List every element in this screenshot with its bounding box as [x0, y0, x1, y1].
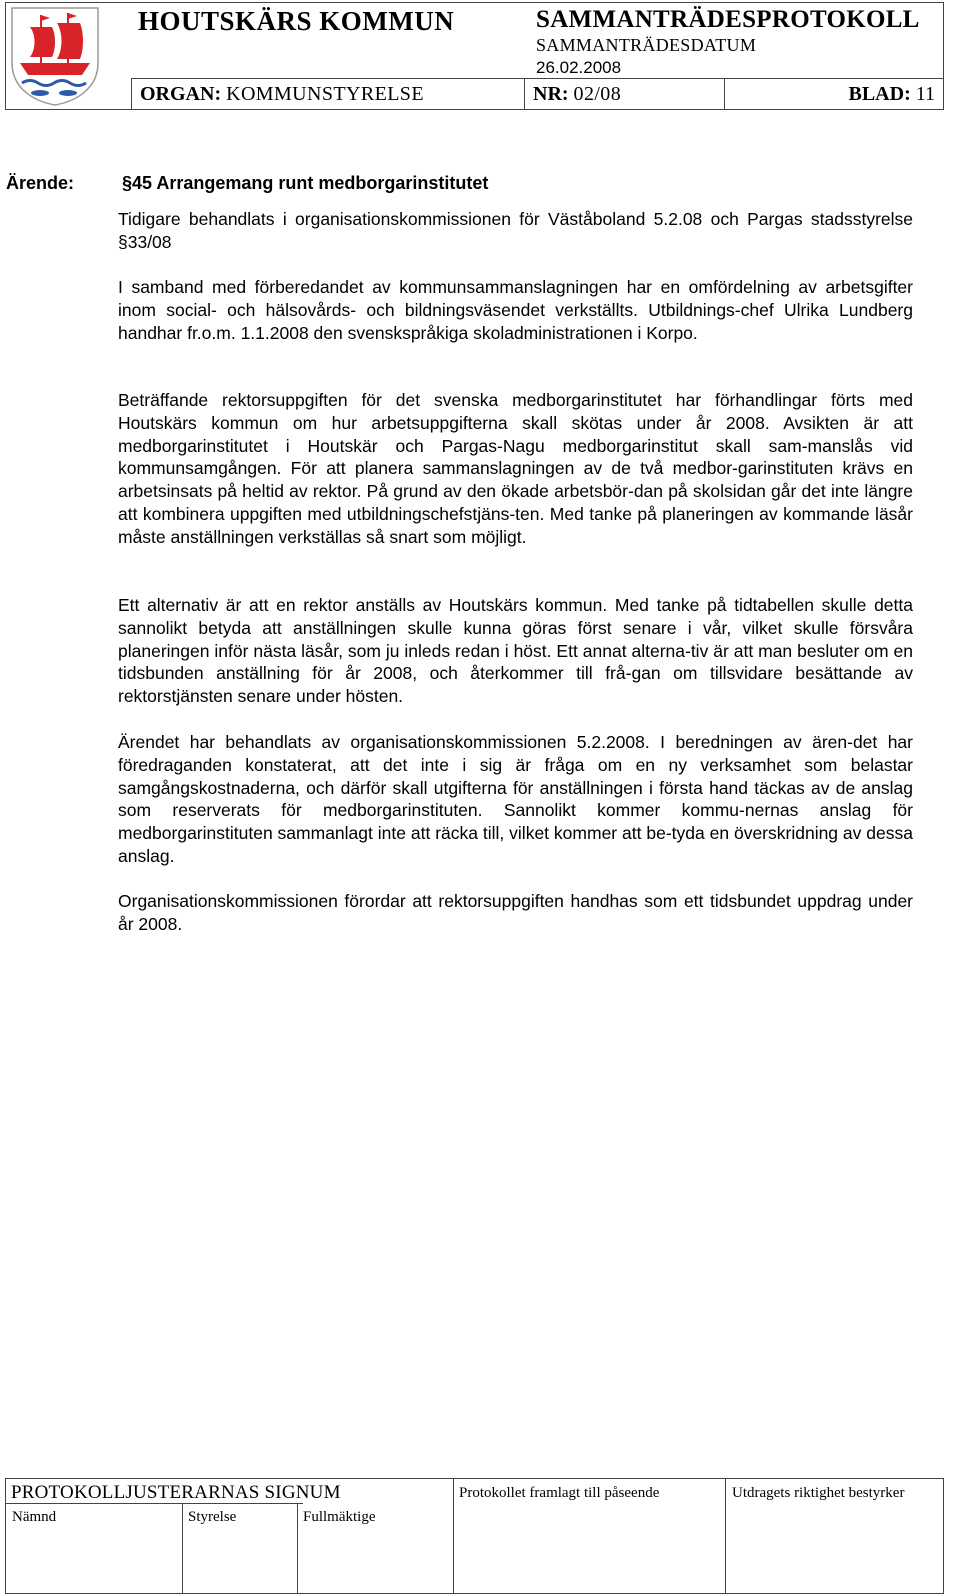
signum-namnd: Nämnd — [12, 1509, 57, 1525]
meeting-date: 26.02.2008 — [536, 58, 622, 77]
signum-fullmaktige: Fullmäktige — [303, 1509, 376, 1525]
case-label: Ärende: — [6, 173, 75, 193]
houtskar-coat-of-arms-logo — [8, 5, 102, 107]
paragraph-history: Tidigare behandlats i organisationskommissionen för Väståboland 5.2.08 och Pargas stadsstyrelse §33/08 — [118, 209, 913, 252]
case-title: §45 Arrangemang runt medborgarinstitutet — [122, 173, 489, 193]
paragraph-rector-task: Beträffande rektorsuppgiften för det svenska medborgarinstitutet har förhandlingar förts med Houtskärs kommun om hur arbetsuppgifterna skall skötas under år 2008. Avsikten är att medborgarinstitutet i Houtskär och Pargas-Nagu medborgarinstitut skall sam-manslås vid kommunsamgången. För att planera sammanslagningen av de två medbor-garinstituten krävs en arbetsinsats på heltid av rektor. På grund av den ökade arbetsbör-dan på skolsidan går det inte längre att kombinera uppgiften med utbildningschefstjäns-ten. Med tanke på planeringen av kommande läsår måste anställningen verkställas så snart som möjligt. — [118, 390, 913, 547]
organ-label: ORGAN: — [140, 83, 222, 105]
document-header — [5, 2, 944, 110]
signum-title: PROTOKOLLJUSTERARNAS SIGNUM — [11, 1482, 341, 1503]
paragraph-background: I samband med förberedandet av kommunsammanslagningen har en omfördelning av arbetsgifter inom social- och hälsovårds- och bildningsväsendet verkställts. Utbildnings-chef Ulrika Lundberg handhar fr.o.m. 1.1.2008 den svenskspråkiga skoladministrationen i Korpo. — [118, 277, 913, 343]
nr-label: NR: — [533, 83, 569, 105]
document-type: SAMMANTRÄDESPROTOKOLL — [536, 6, 920, 33]
municipality-name: HOUTSKÄRS KOMMUN — [138, 6, 455, 36]
signum-styrelse: Styrelse — [188, 1509, 237, 1525]
signature-footer — [5, 1478, 944, 1594]
paragraph-preparation: Ärendet har behandlats av organisationskommissionen 5.2.2008. I beredningen av ären-det har föredraganden konstaterat, att det inte i sig är fråga om en ny verksamhet som belastar samgångskostnaderna, och därför skall utgifterna för anställningen i första hand täckas av de anslag som reserverats för medborgarinstituten. Sannolikt kommer kommu-nernas anslag för medborgarinstituten sammanlagt inte att räcka till, vilket kommer att be-tyda en överskridning av dessa anslag. — [118, 732, 913, 866]
footer-utdrag: Utdragets riktighet bestyrker — [732, 1485, 905, 1501]
meeting-date-label: SAMMANTRÄDESDATUM — [536, 35, 757, 55]
blad-cell — [724, 79, 943, 110]
blad-value: 11 — [915, 83, 935, 105]
nr-value: 02/08 — [573, 83, 622, 105]
organ-cell — [131, 79, 524, 110]
header-info-row — [131, 78, 943, 110]
paragraph-recommendation: Organisationskommissionen förordar att rektorsuppgiften handhas som ett tidsbundet uppdrag under år 2008. — [118, 891, 913, 934]
nr-cell — [524, 79, 724, 110]
blad-label: BLAD: — [848, 83, 911, 105]
organ-value: KOMMUNSTYRELSE — [226, 83, 424, 105]
footer-framlagt: Protokollet framlagt till påseende — [459, 1485, 660, 1501]
paragraph-alternative: Ett alternativ är att en rektor anställs av Houtskärs kommun. Med tanke på tidtabellen skulle detta sannolikt betyda att anställningen skulle kunna göras först senare i vår, vilket skulle försvåra planeringen inför nästa läsår, som ju inleds redan i höst. Ett annat alterna-tiv är att man besluter om en tidsbunden anställning för år 2008, och återkommer till frå-gan om tillsvidare besättande av rektorstjänsten senare under hösten. — [118, 595, 913, 707]
